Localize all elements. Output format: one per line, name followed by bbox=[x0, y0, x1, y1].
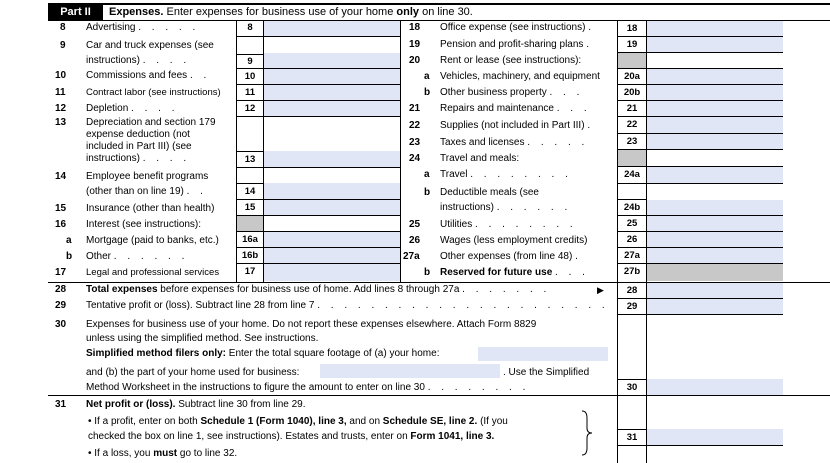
line-25-field[interactable] bbox=[647, 216, 783, 231]
line-17-box: 17 bbox=[244, 266, 256, 277]
line-22-box: 22 bbox=[626, 119, 638, 130]
line-18-num: 18 bbox=[409, 22, 421, 33]
line-15-num: 15 bbox=[55, 203, 67, 214]
line-8-label: Advertising . . . . . bbox=[86, 22, 200, 33]
line-11-label: Contract labor (see instructions) bbox=[86, 87, 221, 98]
line-19-label: Pension and profit-sharing plans . bbox=[440, 39, 593, 50]
line-30-text-5: Method Worksheet in the instructions to figure the amount to enter on line 30 . . . . . . . . bbox=[86, 382, 530, 393]
home-sqft-input[interactable] bbox=[478, 347, 608, 361]
line-24a-box: 24a bbox=[624, 169, 640, 180]
line-11-field[interactable] bbox=[264, 85, 400, 100]
line-18-box: 18 bbox=[626, 23, 638, 34]
line-31-num: 31 bbox=[55, 399, 67, 410]
line-23-box: 23 bbox=[626, 136, 638, 147]
line-16a-box: 16a bbox=[242, 234, 258, 245]
line-26-num: 26 bbox=[409, 235, 421, 246]
line-30-num: 30 bbox=[55, 319, 67, 330]
line-8-field[interactable] bbox=[264, 21, 400, 36]
line-13-label-3: included in Part III) (see bbox=[86, 141, 192, 152]
line-19-box: 19 bbox=[626, 39, 638, 50]
line-14-box: 14 bbox=[244, 186, 256, 197]
line-28-num: 28 bbox=[55, 284, 67, 295]
line-26-field[interactable] bbox=[647, 232, 783, 247]
line-31-field[interactable] bbox=[647, 429, 783, 445]
line-28-arrow-icon: ▶ bbox=[597, 285, 604, 295]
line-13-label-4: instructions) . . . . bbox=[86, 153, 191, 164]
line-20b-box: 20b bbox=[623, 87, 641, 98]
line-16a-label: Mortgage (paid to banks, etc.) bbox=[86, 235, 219, 246]
line-19-field[interactable] bbox=[647, 37, 783, 52]
line-30-box: 30 bbox=[626, 382, 638, 393]
line-23-num: 23 bbox=[409, 137, 421, 148]
line-12-field[interactable] bbox=[264, 101, 400, 116]
line-22-label: Supplies (not included in Part III) . bbox=[440, 120, 595, 131]
line-21-field[interactable] bbox=[647, 101, 783, 116]
line-11-num: 11 bbox=[55, 87, 66, 98]
row-rule bbox=[618, 445, 783, 446]
line-31-bullet-1: • If a profit, enter on both Schedule 1 (Form 1040), line 3, and on Schedule SE, line 2. (If you bbox=[88, 416, 508, 427]
line-24a-field[interactable] bbox=[647, 167, 783, 183]
line-26-box: 26 bbox=[626, 234, 638, 245]
line-13-label: Depreciation and section 179 bbox=[86, 117, 216, 128]
line-17-label: Legal and professional services bbox=[86, 267, 220, 278]
line-16b-label: Other . . . . . . bbox=[86, 251, 189, 262]
brace-icon bbox=[580, 410, 594, 456]
line-31-bullet-2: • If a loss, you must go to line 32. bbox=[88, 448, 238, 459]
line-16b-letter: b bbox=[66, 251, 73, 262]
line-15-field[interactable] bbox=[264, 200, 400, 215]
line-9-num: 9 bbox=[60, 40, 66, 51]
line-12-box: 12 bbox=[244, 103, 256, 114]
line-20b-field[interactable] bbox=[647, 85, 783, 100]
line-30-text-4-end: . Use the Simplified bbox=[503, 367, 590, 378]
line-25-num: 25 bbox=[409, 219, 421, 230]
line-27b-label: Reserved for future use . . . bbox=[440, 267, 589, 278]
part-header bbox=[109, 5, 473, 20]
line-27a-field[interactable] bbox=[647, 248, 783, 263]
part-instruction: Enter expenses for business use of your home bbox=[166, 6, 394, 18]
line-29-box: 29 bbox=[626, 301, 638, 312]
line-10-field[interactable] bbox=[264, 69, 400, 84]
line-30-text-2: unless using the simplified method. See instructions. bbox=[86, 333, 319, 344]
line-12-label: Depletion . . . . bbox=[86, 103, 179, 114]
line-24a-label: Travel . . . . . . . . bbox=[440, 169, 572, 180]
line-28-box: 28 bbox=[626, 285, 638, 296]
line-17-num: 17 bbox=[55, 267, 67, 278]
row-rule bbox=[618, 379, 647, 380]
line-24b-label: Deductible meals (see bbox=[440, 187, 539, 198]
line-18-field[interactable] bbox=[647, 21, 783, 36]
row-rule bbox=[237, 116, 400, 117]
line-12-num: 12 bbox=[55, 103, 67, 114]
line-27b-box: 27b bbox=[623, 266, 641, 277]
part-instruction-end: on line 30. bbox=[422, 6, 473, 18]
line-10-num: 10 bbox=[55, 70, 67, 81]
line-13-num: 13 bbox=[55, 117, 67, 128]
line-31-bullet-1-cont: checked the box on line 1, see instructions). Estates and trusts, enter on Form 1041, line 3. bbox=[88, 431, 495, 442]
row-rule bbox=[237, 54, 264, 55]
part-title: Expenses. bbox=[109, 6, 164, 18]
line-27a-box: 27a bbox=[624, 250, 640, 261]
line-13-label-2: expense deduction (not bbox=[86, 129, 190, 140]
line-14-label: Employee benefit programs bbox=[86, 171, 209, 182]
line-17-field[interactable] bbox=[264, 264, 400, 281]
line-24-num: 24 bbox=[409, 153, 421, 164]
center-divider bbox=[400, 20, 401, 282]
line-27b-letter: b bbox=[424, 267, 431, 278]
line-29-num: 29 bbox=[55, 300, 67, 311]
line-18-label: Office expense (see instructions) . bbox=[440, 22, 596, 33]
line-16a-field[interactable] bbox=[264, 232, 400, 247]
line-30-text-3: Simplified method filers only: Enter the total square footage of (a) your home: bbox=[86, 348, 440, 359]
line-10-box: 10 bbox=[244, 71, 256, 82]
line-14-field[interactable] bbox=[264, 183, 400, 199]
line-16b-field[interactable] bbox=[264, 248, 400, 263]
line-8-box: 8 bbox=[247, 22, 253, 33]
line-15-box: 15 bbox=[244, 202, 256, 213]
line-9-field[interactable] bbox=[264, 53, 400, 68]
line-20b-letter: b bbox=[424, 87, 431, 98]
line-20a-box: 20a bbox=[624, 71, 640, 82]
line-30-text: Expenses for business use of your home. Do not report these expenses elsewhere. Attach Form 8829 bbox=[86, 319, 537, 330]
line-20b-label: Other business property . . . bbox=[440, 87, 584, 98]
part-instruction-bold: only bbox=[396, 6, 420, 18]
line-29-field[interactable] bbox=[647, 299, 783, 314]
line-27a-label: Other expenses (from line 48) . bbox=[440, 251, 582, 262]
line-8-num: 8 bbox=[60, 22, 66, 33]
line-24b-label-2: instructions) . . . . . . bbox=[440, 202, 572, 213]
line-20-shaded bbox=[618, 53, 646, 68]
line-9-label: Car and truck expenses (see bbox=[86, 40, 214, 51]
line-10-label: Commissions and fees . . bbox=[86, 70, 211, 81]
line-15-label: Insurance (other than health) bbox=[86, 203, 215, 214]
line-21-num: 21 bbox=[409, 103, 421, 114]
line-9-box: 9 bbox=[247, 56, 253, 67]
business-sqft-input[interactable] bbox=[320, 364, 500, 378]
line-27b-shaded bbox=[647, 264, 783, 281]
line-14-num: 14 bbox=[55, 171, 67, 182]
line-20a-field[interactable] bbox=[647, 69, 783, 84]
line-24a-letter: a bbox=[424, 169, 430, 180]
line-22-num: 22 bbox=[409, 120, 421, 131]
line-24b-letter: b bbox=[424, 187, 431, 198]
line-16a-letter: a bbox=[66, 235, 72, 246]
part-badge: Part II bbox=[48, 5, 103, 20]
line-9-label-2: instructions) . . . . bbox=[86, 55, 191, 66]
line-20a-label: Vehicles, machinery, and equipment bbox=[440, 71, 600, 82]
row-rule bbox=[237, 167, 400, 168]
line-20-label: Rent or lease (see instructions): bbox=[440, 55, 582, 66]
line-31-box: 31 bbox=[626, 432, 638, 443]
line-11-box: 11 bbox=[244, 87, 256, 98]
line-16-label: Interest (see instructions): bbox=[86, 219, 202, 230]
line-23-label: Taxes and licenses . . . . . bbox=[440, 137, 589, 148]
line-24-shaded bbox=[618, 150, 646, 166]
line-30-text-4: and (b) the part of your home used for business: bbox=[86, 367, 300, 378]
line-29-label: Tentative profit or (loss). Subtract line 28 from line 7 . . . . . . . . . . . . . . . . . . . . . . bbox=[86, 300, 609, 311]
row-rule bbox=[237, 36, 400, 37]
line-24-label: Travel and meals: bbox=[440, 153, 520, 164]
line-16-shaded bbox=[237, 216, 263, 231]
line-19-num: 19 bbox=[409, 39, 421, 50]
line-23-field[interactable] bbox=[647, 134, 783, 149]
line-27a-num: 27a bbox=[403, 251, 420, 262]
line-16b-box: 16b bbox=[241, 250, 259, 261]
line-25-label: Utilities . . . . . . . . bbox=[440, 219, 577, 230]
line-28-label: Total expenses before expenses for business use of home. Add lines 8 through 27a . . . . . . . bbox=[86, 284, 551, 295]
row-rule bbox=[618, 183, 783, 184]
line-30-rule bbox=[48, 395, 830, 396]
line-24b-field[interactable] bbox=[647, 200, 783, 215]
line-13-field[interactable] bbox=[264, 151, 400, 167]
line-21-box: 21 bbox=[626, 103, 638, 114]
line-25-box: 25 bbox=[626, 218, 638, 229]
line-31-title: Net profit or (loss). Subtract line 30 from line 29. bbox=[86, 399, 306, 410]
line-21-label: Repairs and maintenance . . . bbox=[440, 103, 591, 114]
line-20a-letter: a bbox=[424, 71, 430, 82]
line-30-field[interactable] bbox=[647, 379, 783, 395]
line-26-label: Wages (less employment credits) bbox=[440, 235, 588, 246]
line-28-field[interactable] bbox=[647, 283, 783, 298]
line-16-num: 16 bbox=[55, 219, 67, 230]
line-13-box: 13 bbox=[244, 154, 256, 165]
line-22-field[interactable] bbox=[647, 117, 783, 133]
line-20-num: 20 bbox=[409, 55, 421, 66]
line-24b-box: 24b bbox=[623, 202, 641, 213]
line-14-label-2: (other than on line 19) . . bbox=[86, 186, 207, 197]
row-rule bbox=[618, 314, 783, 315]
